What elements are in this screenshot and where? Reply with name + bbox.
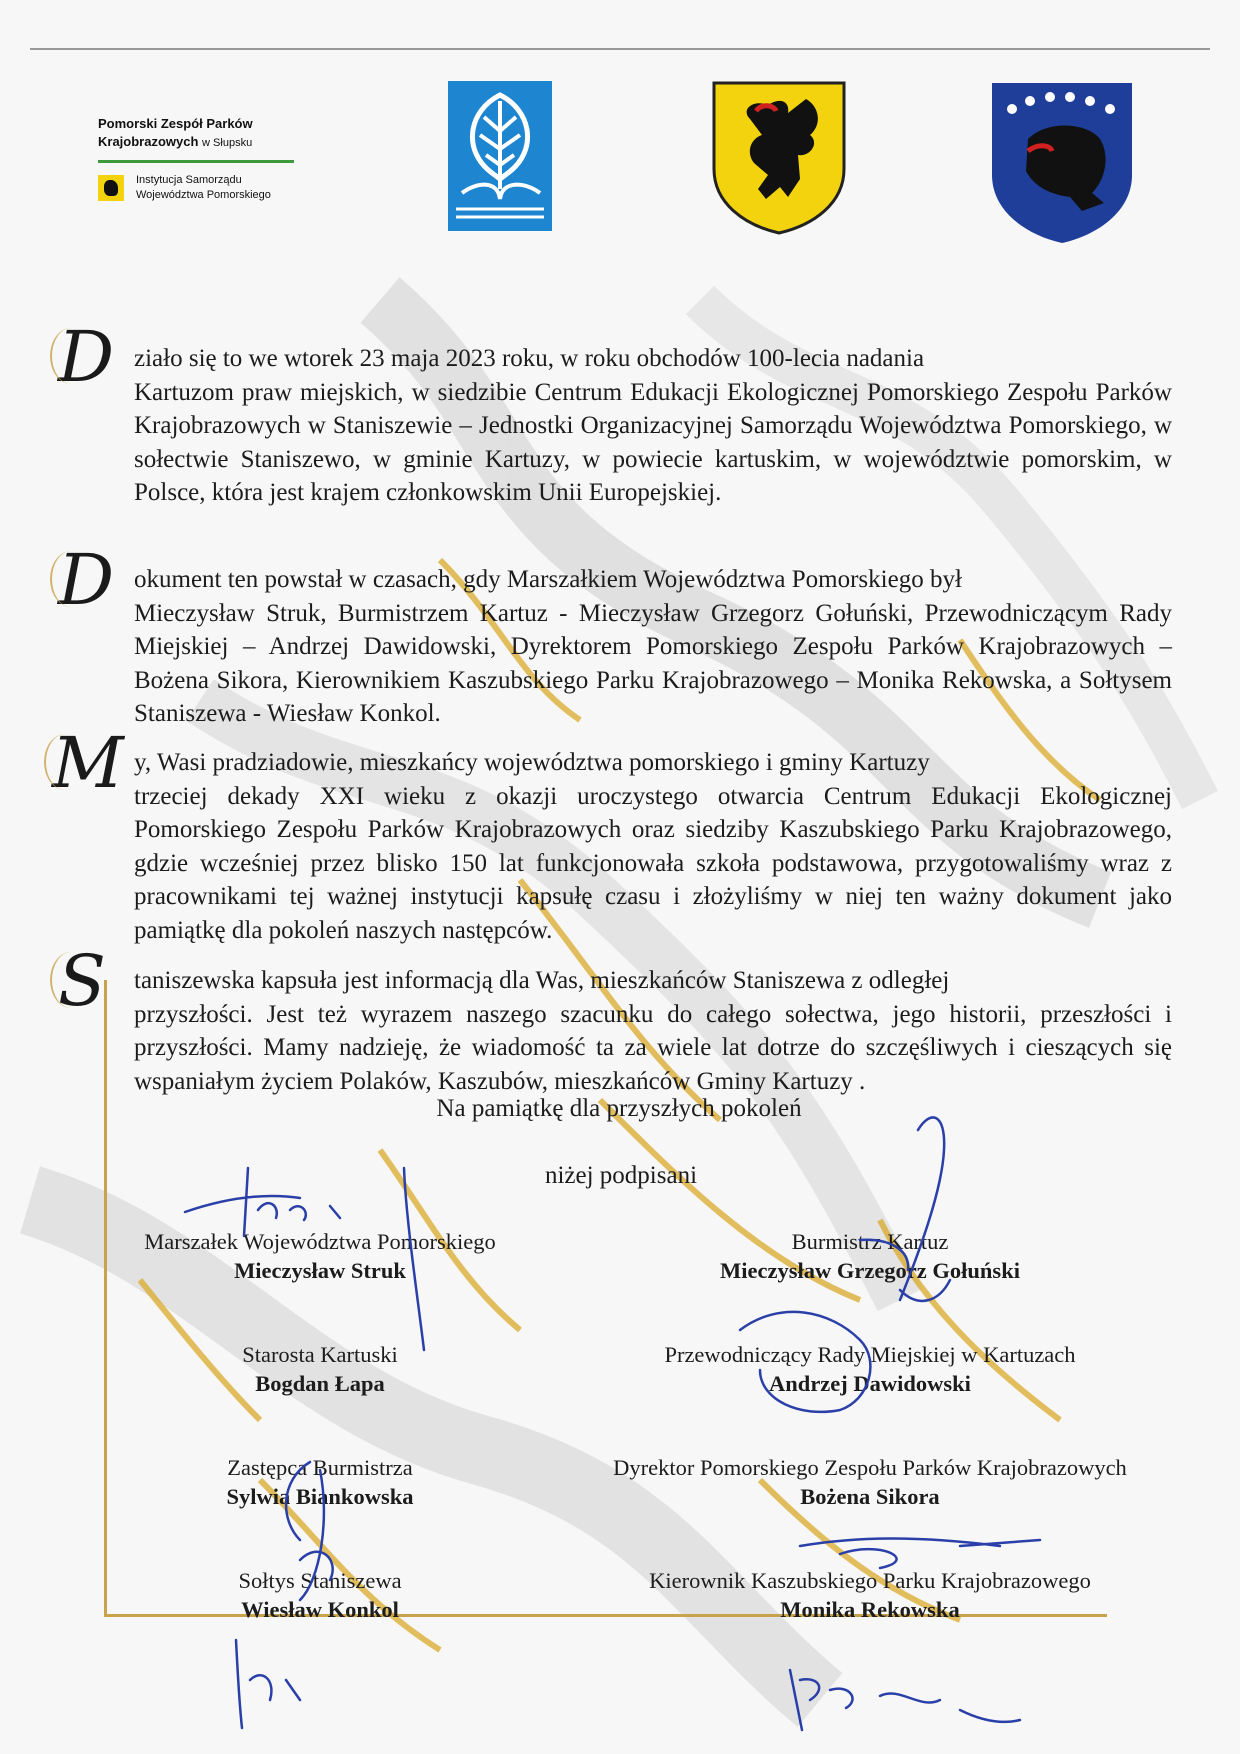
pomorskie-coat-of-arms (710, 79, 848, 235)
frame-top-line (30, 48, 1210, 50)
paragraph-3-line1: y, Wasi pradziadowie, mieszkańcy województwa pomorskiego i gminy Kartuzy (134, 749, 930, 776)
closing-signed-by: niżej podpisani (544, 1162, 698, 1189)
paragraph-3 (66, 746, 1172, 947)
signatory-burmistrz: Burmistrz Kartuz Mieczysław Grzegorz Gołuński (720, 1229, 1020, 1283)
signatory-starosta: Starosta Kartuski Bogdan Łapa (242, 1342, 398, 1396)
paragraph-4-line1: taniszewska kapsuła jest informacją dla Was, mieszkańców Staniszewa z odległej (134, 967, 950, 994)
signatory-przewodniczacy: Przewodniczący Rady Miejskiej w Kartuzach Andrzej Dawidowski (664, 1342, 1076, 1396)
pzpk-divider (98, 160, 294, 163)
closing-dedication: Na pamiątkę dla przyszłych pokoleń (436, 1095, 802, 1122)
park-leaf-logo (448, 81, 552, 231)
kartuzy-coat-of-arms (988, 79, 1136, 245)
gryphon-icon (98, 175, 124, 201)
paragraph-4-body: przyszłości. Jest też wyrazem naszego szacunku do całego sołectwa, jego historii, przeszłości i przyszłości. Mamy nadzieję, że wiadomość ta za wiele lat dotrze do szczęśliwych i cieszących się wspaniałym życiem Polaków, Kaszubów, mieszkańców Gminy Kartuzy . (134, 1000, 1172, 1095)
paragraph-1-body: Kartuzom praw miejskich, w siedzibie Centrum Edukacji Ekologicznej Pomorskiego Zespołu Parków Krajobrazowych w Staniszewie – Jednostki Organizacyjnej Samorządu Województwa Pomorskiego, w sołectwie Staniszewo, w gminie Kartuzy, w powiecie kartuskim, w województwie pomorskim, w Polsce, która jest krajem członkowskim Unii Europejskiej. (134, 378, 1172, 506)
signatory-zastepca-burmistrza: Zastępca Burmistrza Sylwia Biankowska (226, 1455, 414, 1509)
paragraph-2-body: Mieczysław Struk, Burmistrzem Kartuz - Mieczysław Grzegorz Gołuński, Przewodniczącym Rady Miejskiej – Andrzej Dawidowski, Dyrektorem Pomorskiego Zespołu Parków Krajobrazowych – Bożena Sikora, Kierownikiem Kaszubskiego Parku Krajobrazowego – Monika Rekowska, a Sołtysem Staniszewa - Wiesław Konkol. (134, 599, 1172, 727)
paragraph-4 (66, 964, 1172, 1098)
pzpk-title: Pomorski Zespół Parków Krajobrazowych w Słupsku (98, 116, 253, 149)
paragraph4-initial: S (58, 940, 106, 1022)
paragraph1-initial: D (58, 316, 115, 398)
paragraph-2-line1: okument ten powstał w czasach, gdy Marszałkiem Województwa Pomorskiego był (134, 566, 962, 593)
signatory-marszalek: Marszałek Województwa Pomorskiego Mieczysław Struk (144, 1229, 496, 1283)
paragraph-2 (66, 563, 1172, 731)
paragraph2-initial: D (58, 539, 115, 621)
paragraph-3-body: trzeciej dekady XXI wieku z okazji uroczystego otwarcia Centrum Edukacji Ekologicznej Pomorskiego Zespołu Parków Krajobrazowych oraz siedziby Kaszubskiego Parku Krajobrazowego, gdzie wcześniej przez blisko 150 lat funkcjonowała szkoła podstawowa, przygotowaliśmy wraz z pracownikami tej ważnej instytucji kapsułę czasu i złożyliśmy w niej ten ważny dokument jako pamiątkę dla pokoleń naszych następców. (134, 782, 1172, 944)
pzpk-logo (98, 115, 308, 203)
paragraph3-initial: M (52, 722, 124, 804)
signatory-soltys: Sołtys Staniszewa Wiesław Konkol (238, 1568, 402, 1622)
paragraph-1 (66, 342, 1172, 510)
signatory-dyrektor: Dyrektor Pomorskiego Zespołu Parków Krajobrazowych Bożena Sikora (613, 1455, 1127, 1509)
paragraph-1-line1: ziało się to we wtorek 23 maja 2023 roku, w roku obchodów 100-lecia nadania (134, 345, 925, 372)
pzpk-subtitle: Instytucja Samorządu Województwa Pomorskiego (98, 173, 308, 203)
signatory-kierownik: Kierownik Kaszubskiego Parku Krajobrazowego Monika Rekowska (649, 1568, 1091, 1622)
